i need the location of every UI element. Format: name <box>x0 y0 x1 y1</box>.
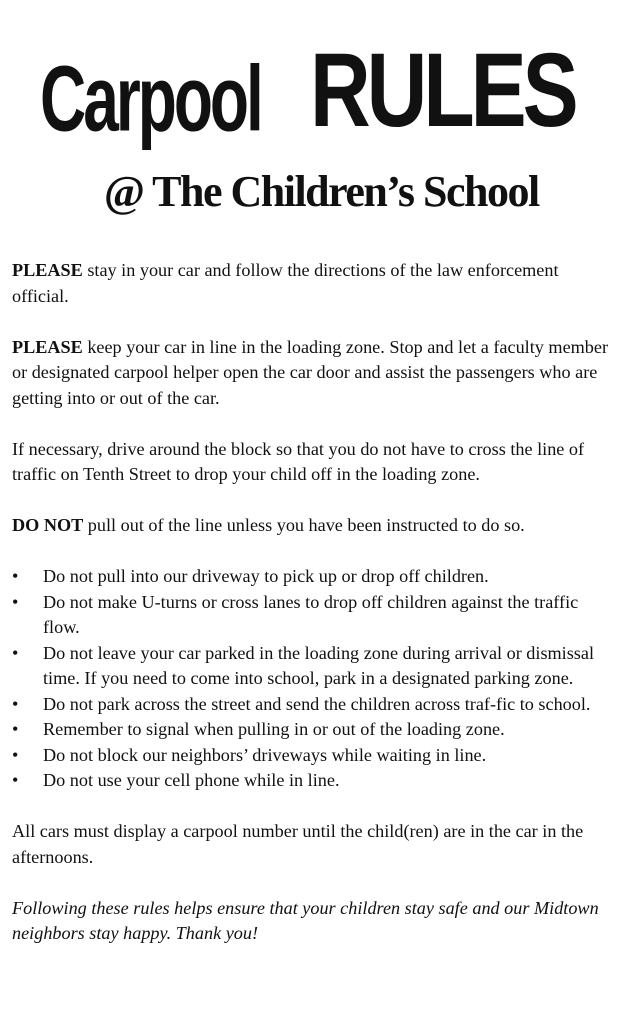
paragraph-stay-in-car <box>12 258 612 309</box>
list-item <box>12 590 612 641</box>
title-heading <box>40 31 600 170</box>
list-item <box>12 564 612 590</box>
list-item-text: Do not use your cell phone while in line. <box>43 770 340 790</box>
subtitle-school: @ The Children’s School <box>104 167 539 216</box>
title-word-carpool: Carpool <box>40 46 261 151</box>
bullet-icon: • <box>12 744 19 765</box>
title-word-rules: RULES <box>310 31 575 149</box>
bullet-icon: • <box>12 693 19 714</box>
rules-list <box>12 564 612 794</box>
list-item-text: Do not park across the street and send the children across traf-fic to school. <box>43 693 591 714</box>
paragraph-keep-in-line <box>12 335 612 412</box>
paragraph-do-not-pull-out <box>12 513 612 539</box>
list-item <box>12 717 612 743</box>
paragraph-lead: DO NOT <box>12 515 84 535</box>
paragraph-carpool-number: All cars must display a carpool number until the child(ren) are in the car in the afternoons. <box>12 821 584 867</box>
closing-note: Following these rules helps ensure that your children stay safe and our Midtown neighbors stay happy. Thank you! <box>12 897 599 943</box>
bullet-icon: • <box>12 642 19 663</box>
bullet-icon: • <box>12 591 19 612</box>
paragraph-text: If necessary, drive around the block so that you do not have to cross the line of traffic on Tenth Street to drop your child off in the loading zone. <box>12 438 585 484</box>
rules-body <box>12 258 612 972</box>
paragraph-text: keep your car in line in the loading zone. Stop and let a faculty member or designated carpool helper open the car door and assist the passengers who are getting into or out of the car. <box>12 336 609 408</box>
list-item-text: Do not block our neighbors’ driveways while waiting in line. <box>43 744 487 765</box>
bullet-icon: • <box>12 770 19 790</box>
list-item-text: Remember to signal when pulling in or out of the loading zone. <box>43 719 505 739</box>
list-item <box>12 768 612 794</box>
paragraph-drive-around <box>12 437 612 488</box>
paragraph-text: stay in your car and follow the directions of the law enforcement official. <box>12 260 559 306</box>
list-item-text: Do not leave your car parked in the loading zone during arrival or dismissal time. If you need to come into school, park in a designated parking zone. <box>43 642 595 688</box>
list-item <box>12 641 612 692</box>
paragraph-text: pull out of the line unless you have been instructed to do so. <box>83 515 525 535</box>
bullet-icon: • <box>12 566 19 586</box>
paragraph-lead: PLEASE <box>12 336 83 357</box>
paragraph-lead: PLEASE <box>12 260 83 280</box>
list-item <box>12 692 612 718</box>
bullet-icon: • <box>12 719 19 739</box>
list-item-text: Do not make U-turns or cross lanes to drop off children against the traffic flow. <box>43 591 579 637</box>
list-item <box>12 743 612 769</box>
list-item-text: Do not pull into our driveway to pick up or drop off children. <box>43 566 489 586</box>
